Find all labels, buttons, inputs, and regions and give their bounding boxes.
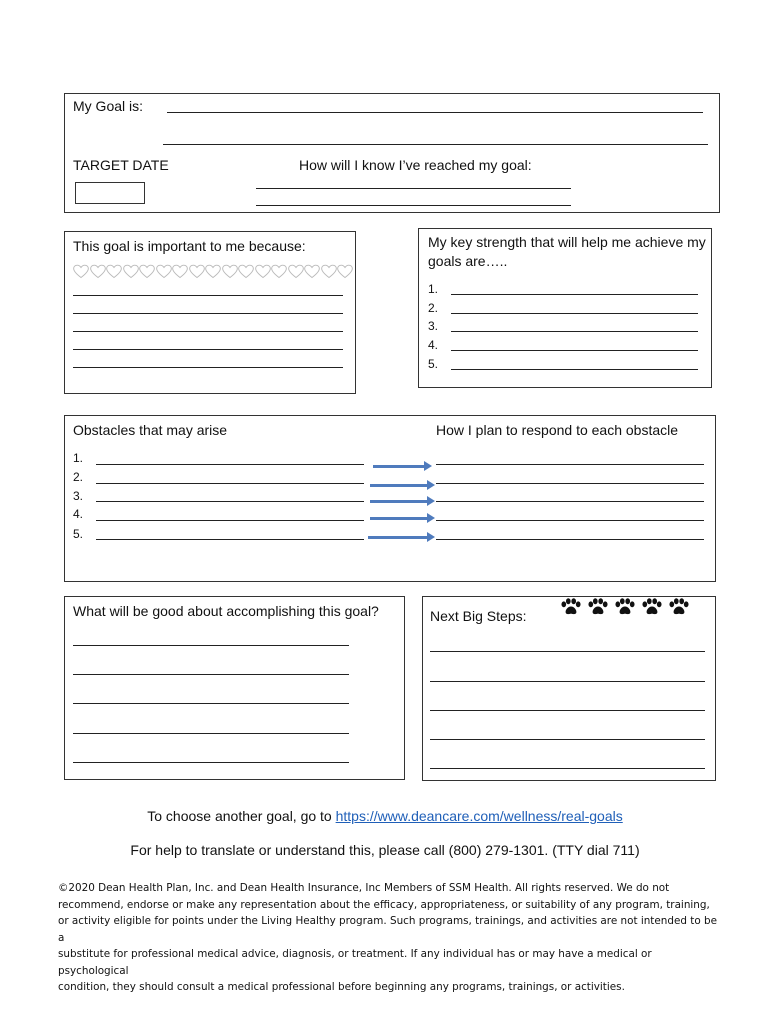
heart-icon (139, 264, 155, 279)
next-line-5[interactable] (430, 768, 705, 769)
strength-line-2[interactable] (451, 313, 698, 314)
heart-icon (90, 264, 106, 279)
arrow-icon-4 (370, 517, 428, 520)
heart-icon (238, 264, 254, 279)
strength-num-3: 3. (428, 319, 439, 333)
respond-label: How I plan to respond to each obstacle (436, 422, 679, 438)
strength-num-1: 1. (428, 282, 439, 296)
paw-print-icon (614, 598, 636, 616)
heart-icon (255, 264, 271, 279)
response-line-1[interactable] (436, 464, 704, 465)
reached-line-1[interactable] (256, 188, 571, 189)
obstacle-num-1: 1. (73, 451, 84, 465)
heart-icon (73, 264, 89, 279)
obstacles-label: Obstacles that may arise (73, 422, 228, 438)
heart-icon (304, 264, 320, 279)
obstacle-num-3: 3. (73, 489, 84, 503)
obstacles-box (64, 415, 716, 582)
copyright-footer (58, 880, 718, 996)
heart-icon (337, 264, 353, 279)
heart-icon (189, 264, 205, 279)
heart-icon (156, 264, 172, 279)
good-box (64, 596, 405, 780)
good-line-1[interactable] (73, 645, 349, 646)
heart-row (73, 264, 354, 279)
good-label: What will be good about accomplishing this goal? (73, 603, 379, 619)
obstacle-num-2: 2. (73, 470, 84, 484)
arrow-icon-1 (373, 465, 425, 468)
obstacle-line-4[interactable] (96, 520, 364, 521)
strength-line-3[interactable] (451, 331, 698, 332)
next-line-4[interactable] (430, 739, 705, 740)
heart-icon (123, 264, 139, 279)
footer-line: substitute for professional medical advice, diagnosis, or treatment. If any individual has or may have a medical or psychological (58, 948, 652, 977)
important-line-3[interactable] (73, 331, 343, 332)
strength-num-4: 4. (428, 338, 439, 352)
paw-print-icon (560, 598, 582, 616)
heart-icon (106, 264, 122, 279)
goal-line-1[interactable] (167, 112, 703, 113)
arrow-icon-2 (370, 484, 428, 487)
paw-print-icon (668, 598, 690, 616)
next-line-1[interactable] (430, 651, 705, 652)
important-label: This goal is important to me because: (73, 238, 306, 254)
heart-icon (222, 264, 238, 279)
choose-goal-prefix: To choose another goal, go to (147, 808, 336, 824)
next-line-3[interactable] (430, 710, 705, 711)
reached-label: How will I know I’ve reached my goal: (299, 157, 532, 173)
heart-icon (271, 264, 287, 279)
obstacle-num-4: 4. (73, 507, 84, 521)
heart-icon (172, 264, 188, 279)
important-line-4[interactable] (73, 349, 343, 350)
next-line-2[interactable] (430, 681, 705, 682)
important-line-5[interactable] (73, 367, 343, 368)
strength-line-1[interactable] (451, 294, 698, 295)
strength-num-5: 5. (428, 357, 439, 371)
heart-icon (288, 264, 304, 279)
good-line-3[interactable] (73, 703, 349, 704)
response-line-3[interactable] (436, 501, 704, 502)
obstacle-line-1[interactable] (96, 464, 364, 465)
important-line-1[interactable] (73, 295, 343, 296)
response-line-4[interactable] (436, 520, 704, 521)
help-text: For help to translate or understand this, please call (800) 279-1301. (TTY dial 711) (130, 842, 640, 858)
paw-print-icon (587, 598, 609, 616)
footer-line: or activity eligible for points under the Living Healthy program. Such programs, trainings, and activities are not intended to be a (58, 915, 717, 944)
strength-line-4[interactable] (451, 350, 698, 351)
strength-num-2: 2. (428, 301, 439, 315)
response-line-5[interactable] (436, 539, 704, 540)
target-date-label: TARGET DATE (73, 157, 169, 173)
obstacle-line-5[interactable] (96, 539, 364, 540)
response-line-2[interactable] (436, 483, 704, 484)
good-line-5[interactable] (73, 762, 349, 763)
footer-line: condition, they should consult a medical professional before beginning any programs, trainings, or activities. (58, 981, 625, 993)
obstacle-line-2[interactable] (96, 483, 364, 484)
heart-icon (205, 264, 221, 279)
strength-box (418, 228, 712, 388)
arrow-icon-5 (368, 536, 428, 539)
good-line-2[interactable] (73, 674, 349, 675)
strength-line-5[interactable] (451, 369, 698, 370)
paw-print-icon (641, 598, 663, 616)
footer-line: recommend, endorse or make any representation about the efficacy, appropriateness, or suitability of any program, training, (58, 898, 710, 911)
reached-line-2[interactable] (256, 205, 571, 206)
goal-box (64, 93, 720, 213)
strength-label-1: My key strength that will help me achieve my (428, 234, 706, 250)
paw-row (560, 598, 690, 616)
important-line-2[interactable] (73, 313, 343, 314)
obstacle-num-5: 5. (73, 527, 84, 541)
heart-icon (321, 264, 337, 279)
target-date-field[interactable] (75, 182, 145, 204)
goal-line-2[interactable] (163, 144, 708, 145)
real-goals-link[interactable]: https://www.deancare.com/wellness/real-goals (335, 808, 623, 824)
choose-goal-text (0, 808, 770, 824)
arrow-icon-3 (370, 500, 428, 503)
footer-line: ©2020 Dean Health Plan, Inc. and Dean Health Insurance, Inc Members of SSM Health. All rights reserved. We do not (58, 882, 670, 894)
strength-label-2: goals are….. (428, 253, 508, 269)
goal-label: My Goal is: (73, 98, 144, 114)
good-line-4[interactable] (73, 733, 349, 734)
next-steps-label: Next Big Steps: (430, 608, 527, 624)
obstacle-line-3[interactable] (96, 501, 364, 502)
